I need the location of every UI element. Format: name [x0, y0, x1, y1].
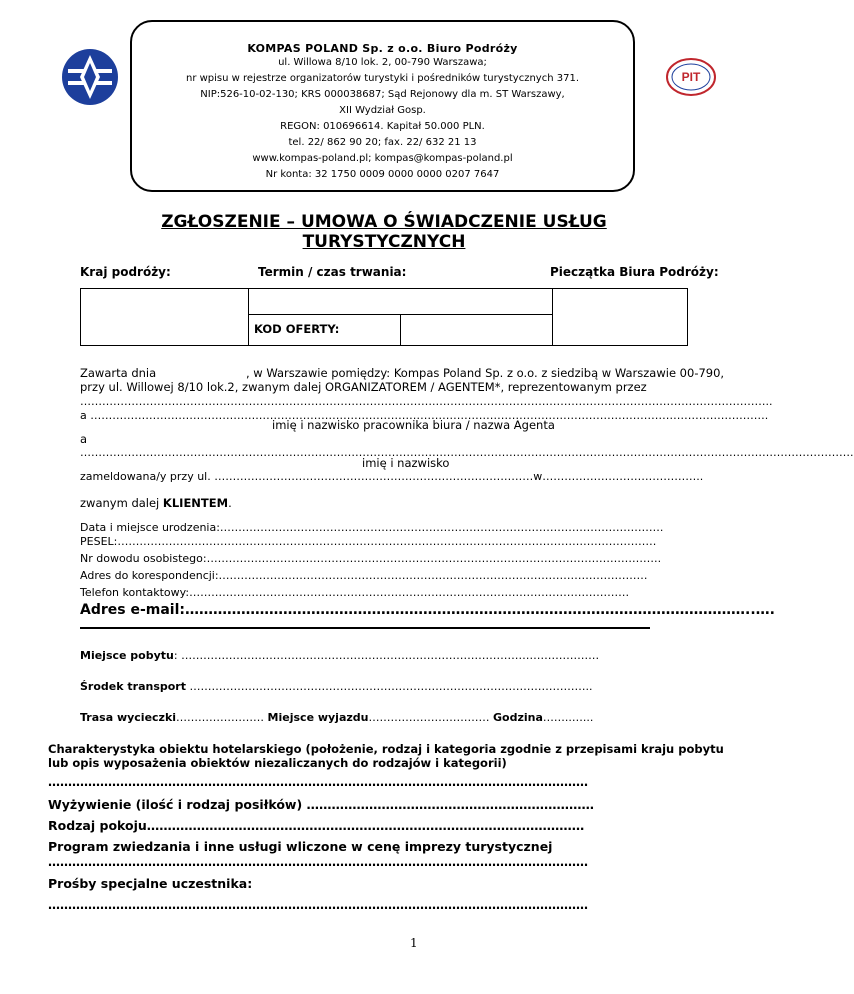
hotel-dots[interactable]: ……………………………………………………………………………………………………………………… [48, 775, 588, 789]
label-offer-code: KOD OFERTY: [254, 322, 340, 336]
room-field[interactable]: Rodzaj pokoju…………………………………………………………………………………………… [48, 818, 585, 833]
caption-name: imię i nazwisko [362, 456, 450, 470]
hotel-desc-2: lub opis wyposażenia obiektów niezaliczanych do rodzajów i kategorii) [48, 756, 507, 770]
client-def-text: zwanym dalej [80, 496, 163, 510]
stay-dots: : …………………………………………………………………………………………………… [173, 649, 600, 662]
stay-label: Miejsce pobytu [80, 649, 174, 662]
company-line: tel. 22/ 862 90 20; fax. 22/ 632 21 13 [288, 137, 477, 148]
program-dots[interactable]: ……………………………………………………………………………………………………………………… [48, 855, 588, 869]
hour-dots: ……..…... [542, 711, 594, 724]
address-field[interactable]: Adres do korespondencji:……………………………………………………………………………………………………… [80, 569, 648, 582]
email-field[interactable]: Adres e-mail:…………………………………………………………………………………………………………..…. [80, 602, 775, 618]
hour-label: Godzina [493, 711, 543, 724]
company-name: KOMPAS POLAND Sp. z o.o. Biuro Podróży [247, 42, 518, 55]
route-row[interactable] [80, 711, 593, 724]
title-line-2: TURYSTYCZNYCH [302, 232, 466, 252]
contract-intro-b: , w Warszawie pomiędzy: Kompas Poland Sp. z o.o. z siedzibą w Warszawie 00-790, [246, 366, 725, 380]
client-address-dots[interactable]: zameldowana/y przy ul. ……………………………………………………………………………w…………………………………….. [80, 470, 704, 483]
company-line: nr wpisu w rejestrze organizatorów turystyki i pośredników turystycznych 371. [186, 73, 579, 84]
page-number: 1 [410, 936, 418, 950]
term-field[interactable] [249, 289, 551, 313]
pit-badge-icon [665, 57, 717, 97]
phone-field[interactable]: Telefon kontaktowy:………………………………………………………………………………………………………… [80, 586, 630, 599]
departure-label: Miejsce wyjazdu [267, 711, 369, 724]
label-stamp: Pieczątka Biura Podróży: [550, 265, 719, 279]
compass-logo-icon [60, 47, 120, 107]
transport-label: Środek transport [80, 680, 186, 693]
company-line: XII Wydział Gosp. [339, 105, 426, 116]
company-line: ul. Willowa 8/10 lok. 2, 00-790 Warszawa; [278, 57, 487, 68]
client-def-bold: KLIENTEM [162, 496, 229, 510]
company-header [130, 20, 635, 192]
country-field[interactable] [81, 289, 247, 345]
company-line: REGON: 010696614. Kapitał 50.000 PLN. [280, 121, 485, 132]
contract-a: a [80, 432, 88, 446]
document-title [0, 212, 768, 252]
agent-dots[interactable]: a ……………………………………….…………………………………………………………………………………………………………………………. [80, 409, 769, 422]
title-line-1: ZGŁOSZENIE – UMOWA O ŚWIADCZENIE USŁUG [161, 212, 607, 232]
transport-dots: ……………………………………………………………………………………………….. [185, 680, 593, 693]
representative-dots[interactable]: …………………………………………………………………………………….……………………………………………………………………………….. [80, 395, 773, 408]
pit-logo [665, 57, 717, 97]
company-line: Nr konta: 32 1750 0009 0000 0000 0207 7647 [265, 169, 500, 180]
client-definition [80, 496, 232, 510]
offer-code-field[interactable] [401, 315, 551, 345]
client-def-end: . [228, 496, 232, 510]
departure-dots: …………………………… [368, 711, 490, 724]
company-line: NIP:526-10-02-130; KRS 000038687; Sąd Rejonowy dla m. ST Warszawy, [200, 89, 565, 100]
label-country: Kraj podróży: [80, 265, 171, 279]
birth-field[interactable]: Data i miejsce urodzenia:…………………………………………………………………………………………………………. [80, 521, 664, 534]
contract-intro-a: Zawarta dnia [80, 366, 157, 380]
id-field[interactable]: Nr dowodu osobistego:……………………………………………………………………………………………………………. [80, 552, 662, 565]
hotel-desc-1: Charakterystyka obiektu hotelarskiego (położenie, rodzaj i kategoria zgodnie z przepisami kraju pobytu [48, 742, 724, 756]
caption-employee: imię i nazwisko pracownika biura / nazwa Agenta [272, 418, 555, 432]
program-label: Program zwiedzania i inne usługi wliczone w cenę imprezy turystycznej [48, 839, 553, 854]
company-logo [60, 47, 120, 107]
contract-line-2: przy ul. Willowej 8/10 lok.2, zwanym dalej ORGANIZATOREM / AGENTEM*, reprezentowanym przez [80, 380, 647, 394]
pit-logo-text: PIT [681, 70, 701, 84]
route-label: Trasa wycieczki [80, 711, 177, 724]
requests-dots[interactable]: ……………………………………………………………………………………………………………………… [48, 898, 588, 912]
label-term: Termin / czas trwania: [258, 265, 407, 279]
stamp-field[interactable] [553, 289, 687, 345]
company-line: www.kompas-poland.pl; kompas@kompas-poland.pl [252, 153, 513, 164]
requests-label: Prośby specjalne uczestnika: [48, 876, 253, 891]
pesel-field[interactable]: PESEL:………………………………………………………………………………………………………………………………… [80, 535, 657, 548]
meals-field[interactable]: Wyżywienie (ilość i rodzaj posiłków) …………………………………………………………… [48, 797, 595, 812]
client-name-dots[interactable]: …………………………………………………………………………………………………………………………………………………………………………………………. [80, 446, 854, 459]
transport-row[interactable] [80, 680, 592, 693]
route-dots: …………………… [176, 711, 265, 724]
separator-line [80, 627, 650, 629]
stay-row[interactable] [80, 649, 599, 662]
